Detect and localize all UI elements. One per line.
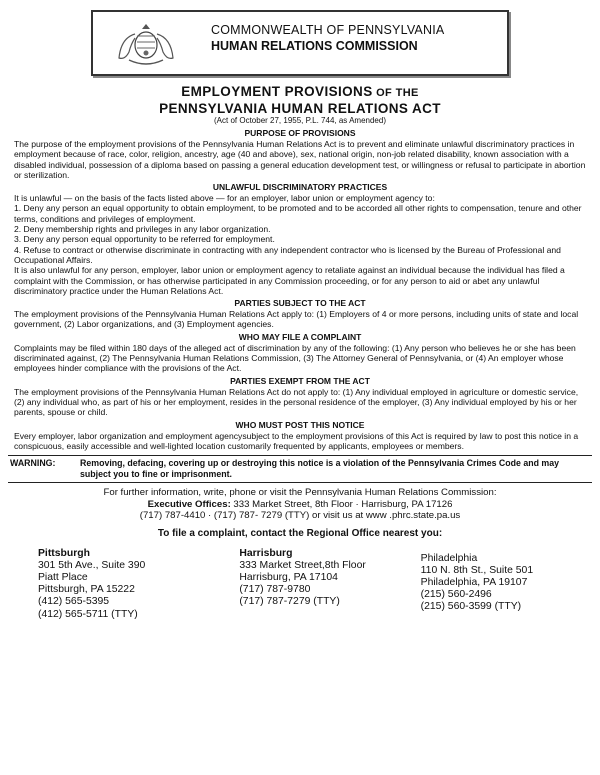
office-phone: (412) 565-5395 [38, 596, 110, 608]
office-city: Philadelphia [420, 552, 478, 564]
header-line-commonwealth: COMMONWEALTH OF PENNSYLVANIA [211, 23, 445, 37]
unlawful-heading: UNLAWFUL DISCRIMINATORY PRACTICES [212, 182, 388, 193]
office-line: 301 5th Ave., Suite 390 [38, 559, 146, 571]
office-line: Pittsburgh, PA 15222 [38, 584, 135, 596]
office-city: Harrisburg [239, 547, 293, 559]
parties-heading: PARTIES SUBJECT TO THE ACT [234, 298, 366, 309]
unlawful-intro: It is unlawful — on the basis of the facts listed above — for an employer, labor union or employment agency to: [14, 193, 435, 204]
title-part2: OF THE [372, 87, 419, 99]
contact-line1: For further information, write, phone or visit the Pennsylvania Human Relations Commission: [103, 487, 497, 499]
contact-line3: (717) 787-4410 · (717) 787- 7279 (TTY) or visit us at www .phrc.state.pa.us [139, 510, 461, 522]
exempt-text: The employment provisions of the Pennsylvania Human Relations Act do not apply to: (1) Any individual employed in agriculture or domestic service, (2) any individual who, as part of his or her employment, resides in the personal residence of the employer, (3) Any individual employed by his or her parents, spouse or child. [14, 386, 579, 418]
office-line: 333 Market Street,8th Floor [239, 559, 366, 571]
regional-offices [8, 548, 592, 621]
exec-offices-address: 333 Market Street, 8th Floor · Harrisburg, PA 17126 [230, 498, 453, 510]
unlawful-item-2: 2. Deny membership rights and privileges in any labor organization. [14, 224, 271, 235]
office-philadelphia [411, 548, 592, 621]
unlawful-item-3: 3. Deny any person equal opportunity to be referred for employment. [14, 234, 275, 245]
page-subtitle: (Act of October 27, 1955, P.L. 744, as Amended) [214, 116, 386, 125]
regional-office-heading: To file a complaint, contact the Regional Office nearest you: [157, 527, 443, 539]
office-phone: (717) 787-9780 [239, 584, 311, 596]
post-text: Every employer, labor organization and employment agencysubject to the employment provisions of this Act is required by law to post this notice in a conspicuous, easily accessible and well-lighted location customarily frequented by applicants, employees or members. [14, 430, 579, 451]
contact-block [8, 487, 592, 522]
office-harrisburg [209, 548, 410, 621]
office-tty: (717) 787-7279 (TTY) [239, 596, 340, 608]
page-title [8, 84, 592, 116]
office-pittsburgh [8, 548, 209, 621]
unlawful-item-4: 4. Refuse to contract or otherwise discriminate in contracting with any independent contractor who is licensed by the Bureau of Professional and Occupational Affairs. [14, 244, 561, 265]
office-line: Piatt Place [38, 572, 88, 584]
unlawful-retaliation: It is also unlawful for any person, employer, labor union or employment agency to retaliate against an individual because the individual has filed a complaint with the Commission, or has otherwise participated in any Commission proceeding, or for any person to aid or abet any unlawful discriminatory practice under the Human Relations Act. [14, 265, 565, 296]
office-tty: (215) 560-3599 (TTY) [420, 601, 522, 613]
post-heading: WHO MUST POST THIS NOTICE [235, 419, 365, 430]
office-city: Pittsburgh [38, 547, 90, 559]
exempt-heading: PARTIES EXEMPT FROM THE ACT [230, 375, 370, 386]
header-box [91, 10, 509, 76]
exec-offices-label: Executive Offices: [147, 498, 231, 510]
header-line-commission: HUMAN RELATIONS COMMISSION [211, 39, 418, 53]
office-phone: (215) 560-2496 [420, 589, 492, 601]
purpose-heading: PURPOSE OF PROVISIONS [244, 128, 356, 138]
warning-box [8, 455, 592, 483]
complaint-heading: WHO MAY FILE A COMPLAINT [238, 331, 362, 342]
warning-label: WARNING: [10, 458, 56, 469]
unlawful-item-1: 1. Deny any person an equal opportunity to obtain employment, to be promoted and to be accorded all other rights to compensation, tenure and other terms, conditions and privileges of employment. [14, 203, 582, 224]
office-tty: (412) 565-5711 (TTY) [38, 608, 138, 620]
office-line: 110 N. 8th St., Suite 501 [420, 564, 534, 576]
pennsylvania-seal-icon [115, 20, 177, 66]
purpose-text: The purpose of the employment provisions of the Pennsylvania Human Relations Act is to prevent and eliminate unlawful discriminatory practices in employment because of race, color, religion, ancestry, age (40 and above), sex, national origin, non-job related disability, known association with a disabled individual, possession of a diploma based on passing a general education development test, or willingness or refusal to participate in abortion or sterilization. [14, 139, 586, 180]
warning-text: Removing, defacing, covering up or destroying this notice is a violation of the Pennsylvania Crimes Code and may subject you to fine or imprisonment. [80, 458, 560, 480]
parties-text: The employment provisions of the Pennsylvania Human Relations Act apply to: (1) Employers of 4 or more persons, including units of state and local government, (2) Labor organizations, and (3) Employment agencies. [14, 309, 579, 330]
title-part1: EMPLOYMENT PROVISIONS [181, 84, 373, 99]
title-line2: PENNSYLVANIA HUMAN RELATIONS ACT [159, 101, 441, 116]
office-line: Harrisburg, PA 17104 [239, 572, 338, 584]
office-line: Philadelphia, PA 19107 [420, 577, 528, 589]
complaint-text: Complaints may be filed within 180 days of the alleged act of discrimination by any of the following: (1) Any person who believes he or she has been discriminated against, (2) The Pennsylvania Human Relations Commission, (3) The Attorney General of Pennsylvania, or (4) An employer whose employees hinder compliance with the provisions of the Act. [14, 342, 576, 374]
